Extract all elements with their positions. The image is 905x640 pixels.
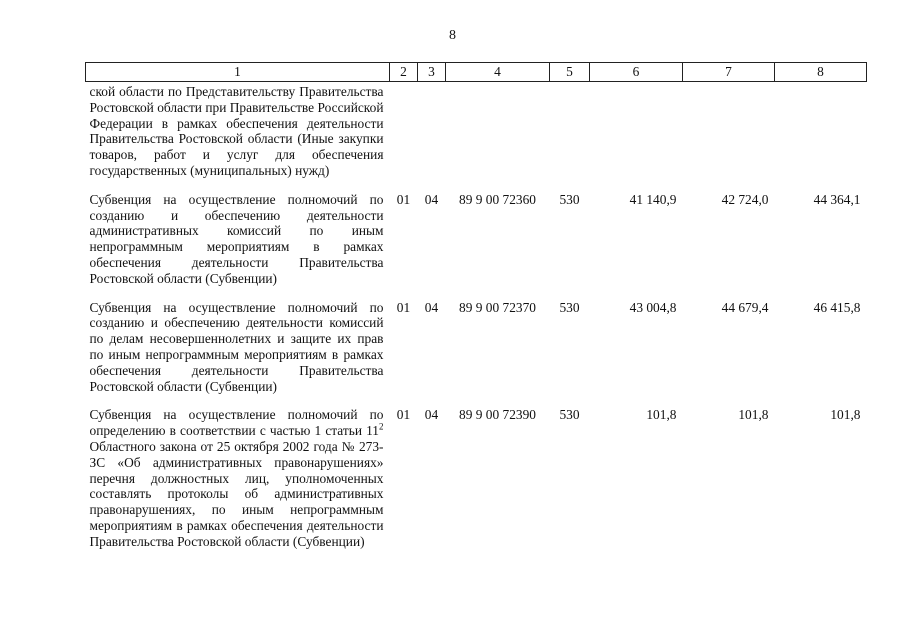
row-target-article: 89 9 00 72390 xyxy=(459,407,536,423)
row-year2-amount: 101,8 xyxy=(738,407,769,423)
row-section: 01 xyxy=(396,299,411,315)
row-description xyxy=(86,407,390,549)
column-header-6: 6 xyxy=(590,63,683,82)
row-year1-amount: 101,8 xyxy=(646,407,677,423)
column-header-4: 4 xyxy=(446,63,550,82)
row-year3-amount: 44 364,1 xyxy=(813,191,861,207)
continuation-description: ской области по Представительству Правительства Ростовской области при Правительстве Российской Федерации в рамках обеспечения деятельности Правительства Ростовской области (Иные закупки товаров, работ и услуг для обеспечения государственных (муниципальных) нужд) xyxy=(89,84,384,178)
page-number: 8 xyxy=(449,28,456,43)
table-row xyxy=(86,300,867,395)
table-row xyxy=(86,407,867,549)
row-expense-type: 530 xyxy=(559,191,580,207)
row-description-part1: Субвенция на осуществление полномочий по определению в соответствии с частью 1 статьи 11 xyxy=(89,407,384,439)
column-header-1: 1 xyxy=(86,63,390,82)
row-year3-amount: 101,8 xyxy=(830,407,861,423)
row-subsection: 04 xyxy=(424,407,439,423)
column-header-8: 8 xyxy=(775,63,867,82)
row-subsection: 04 xyxy=(424,191,439,207)
row-expense-type: 530 xyxy=(559,407,580,423)
table-row xyxy=(86,192,867,287)
row-description: Субвенция на осуществление полномочий по созданию и обеспечению деятельности административных комиссий по иным непрограммным мероприятиям в рамках обеспечения деятельности Правительства Ростовской области (Субвенции) xyxy=(89,191,384,286)
row-description: Субвенция на осуществление полномочий по созданию и обеспечению деятельности комиссий по делам несовершеннолетних и защите их прав по иным непрограммным мероприятиям в рамках обеспечения деятельности Правительства Ростовской области (Субвенции) xyxy=(89,299,384,394)
row-year2-amount: 44 679,4 xyxy=(721,299,769,315)
row-year1-amount: 41 140,9 xyxy=(629,191,677,207)
column-header-7: 7 xyxy=(683,63,775,82)
budget-table xyxy=(85,62,867,550)
table-row-continuation xyxy=(86,82,867,179)
row-description-superscript: 2 xyxy=(379,421,384,432)
column-header-5: 5 xyxy=(550,63,590,82)
row-target-article: 89 9 00 72360 xyxy=(459,191,536,207)
row-subsection: 04 xyxy=(424,299,439,315)
row-year2-amount: 42 724,0 xyxy=(721,191,769,207)
row-section: 01 xyxy=(396,407,411,423)
column-header-3: 3 xyxy=(418,63,446,82)
row-year1-amount: 43 004,8 xyxy=(629,299,677,315)
row-expense-type: 530 xyxy=(559,299,580,315)
row-target-article: 89 9 00 72370 xyxy=(459,299,536,315)
column-header-2: 2 xyxy=(390,63,418,82)
table-header-row xyxy=(86,63,867,82)
row-section: 01 xyxy=(396,191,411,207)
row-year3-amount: 46 415,8 xyxy=(813,299,861,315)
row-description-part2: Областного закона от 25 октября 2002 года № 273-ЗС «Об административных правонарушениях» перечня должностных лиц, уполномоченных составлять протоколы об административных правонарушениях, по иным непрограммным мероприятиям в рамках обеспечения деятельности Правительства Ростовской области (Субвенции) xyxy=(89,438,384,549)
